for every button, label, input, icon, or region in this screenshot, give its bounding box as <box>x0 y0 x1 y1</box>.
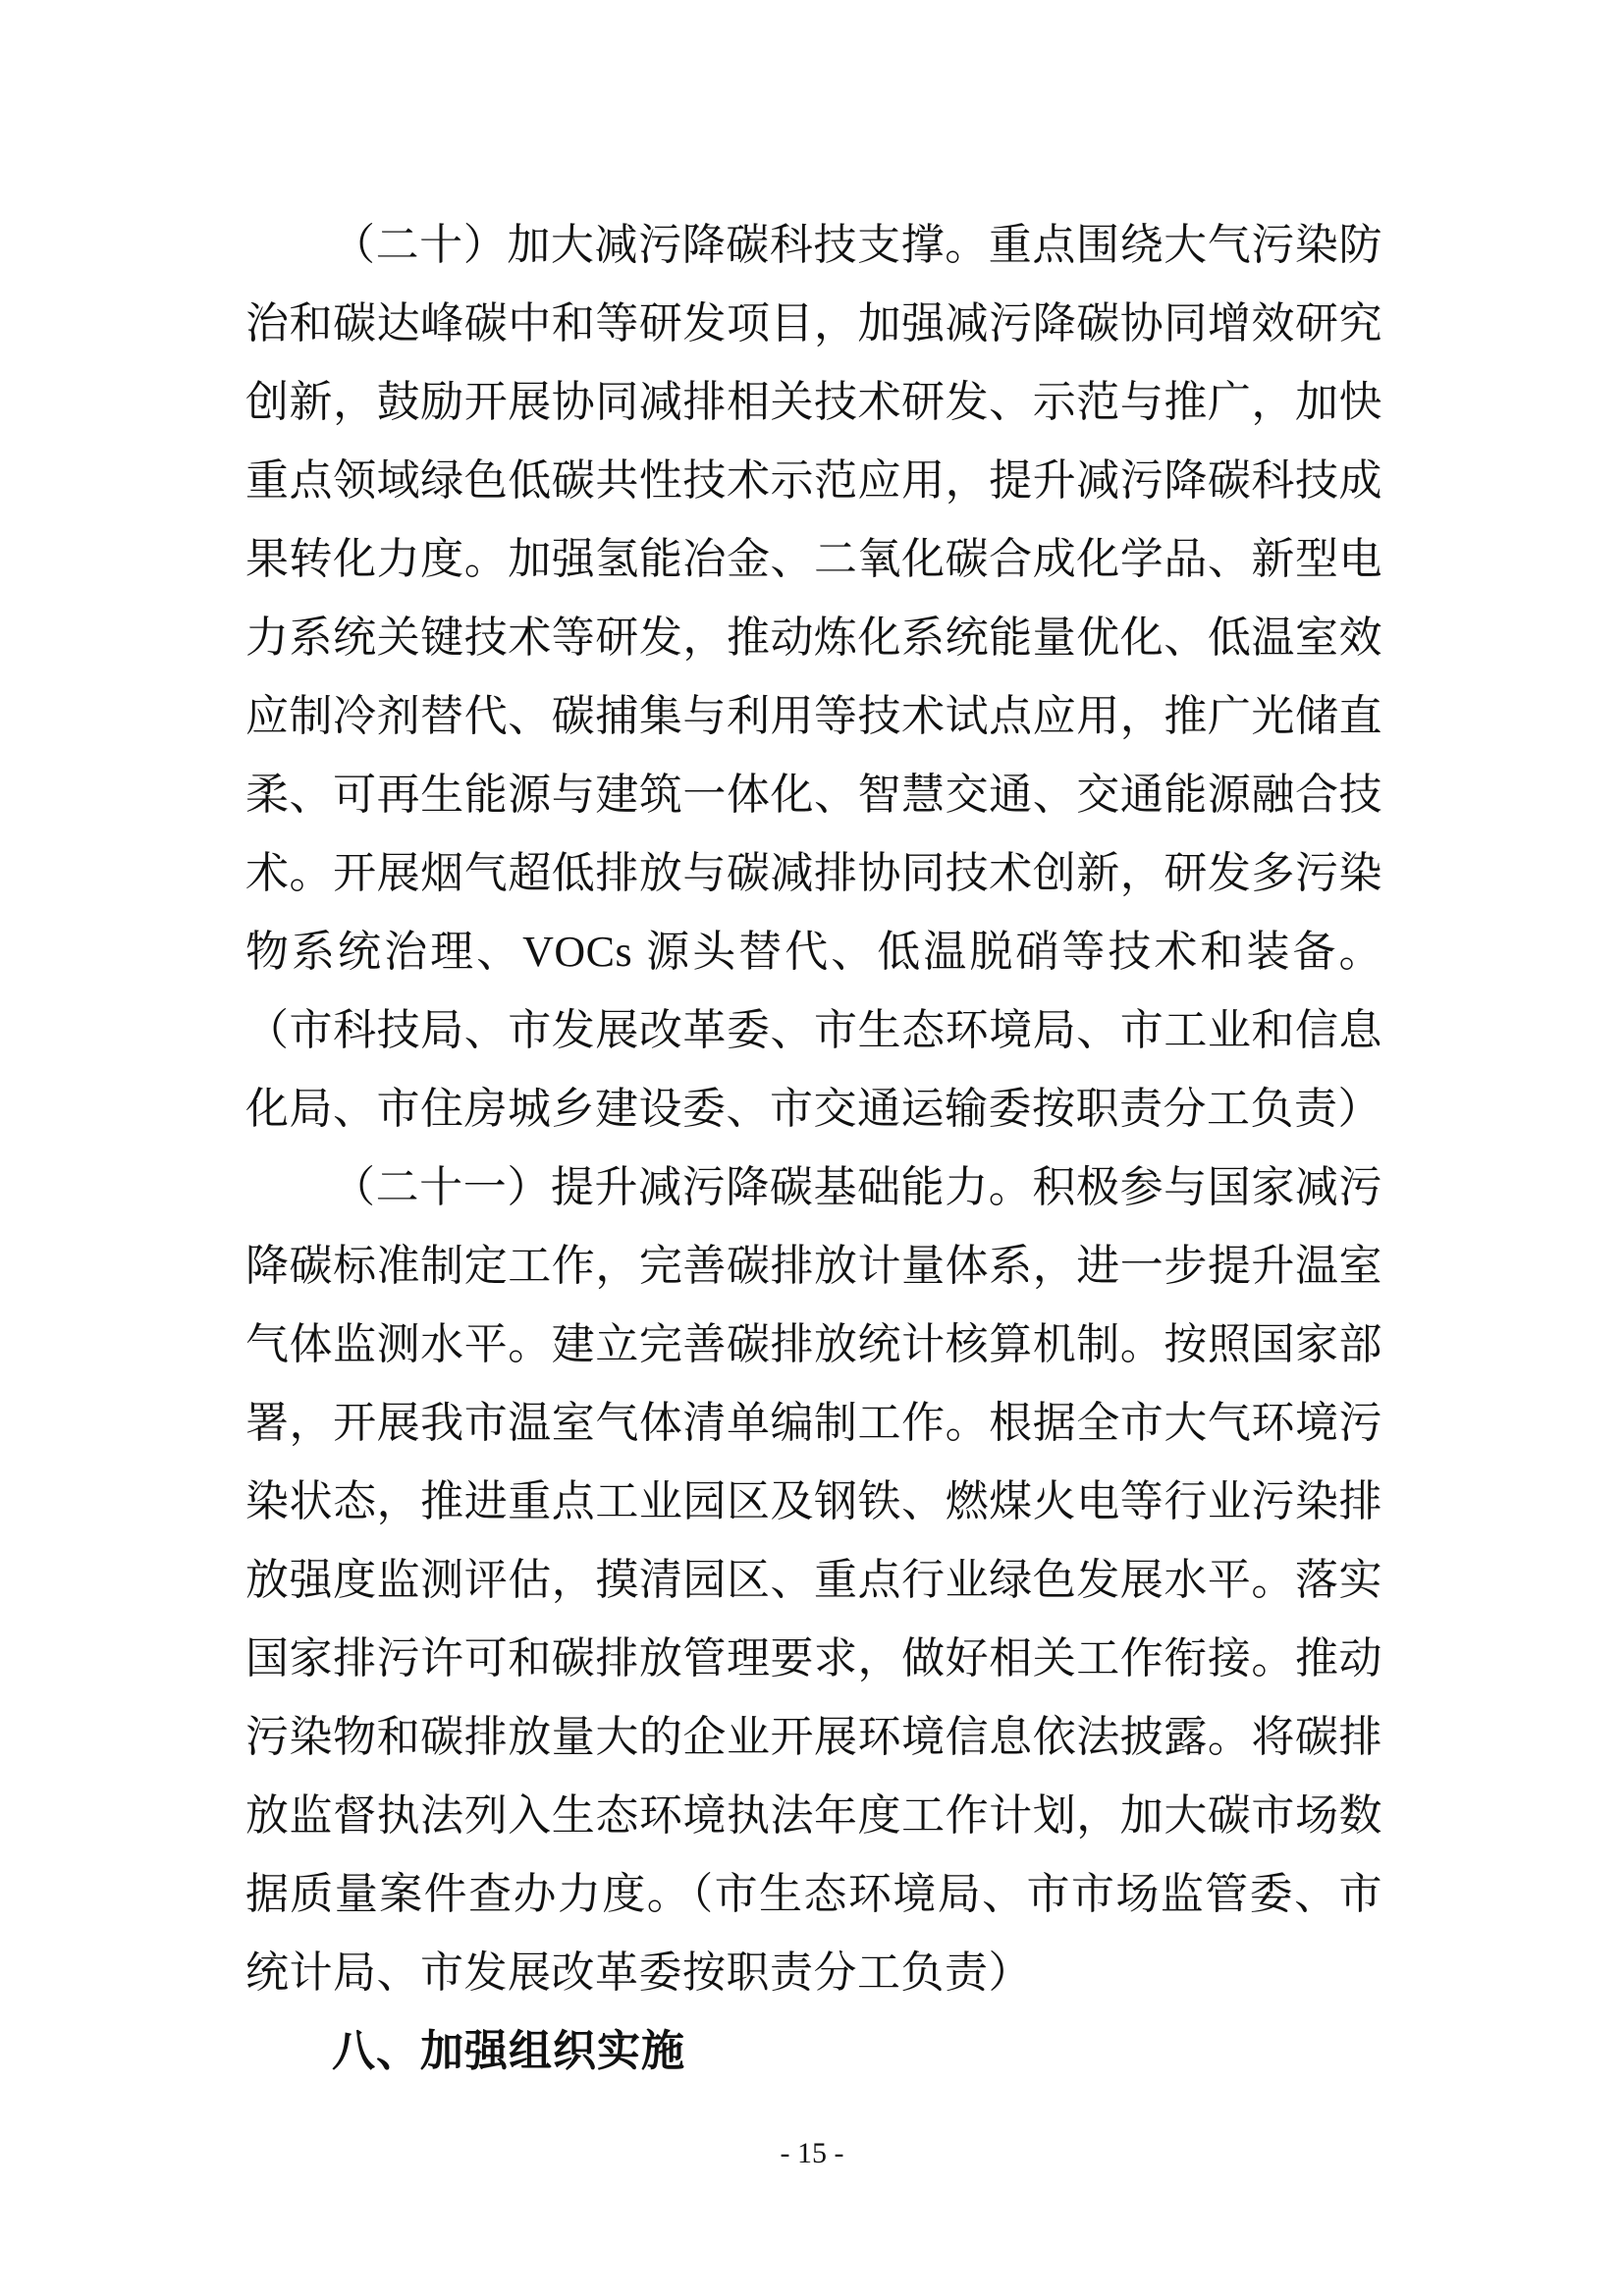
section-heading: 八、加强组织实施 <box>332 2026 685 2076</box>
paragraph-item-21: （二十一）提升减污降碳基础能力。积极参与国家减污降碳标准制定工作，完善碳排放计量体系，进一步提升温室气体监测水平。建立完善碳排放统计核算机制。按照国家部署，开展我市温室气体清单编制工作。根据全市大气环境污染状态，推进重点工业园区及钢铁、燃煤火电等行业污染排放强度监测评估，摸清园区、重点行业绿色发展水平。落实国家排污许可和碳排放管理要求，做好相关工作衔接。推动污染物和碳排放量大的企业开展环境信息依法披露。将碳排放监督执法列入生态环境执法年度工作计划，加大碳市场数据质量案件查办力度。（市生态环境局、市市场监管委、市统计局、市发展改革委按职责分工负责） <box>245 1163 1382 1997</box>
paragraph-item-20: （二十）加大减污降碳科技支撑。重点围绕大气污染防治和碳达峰碳中和等研发项目，加强减污降碳协同增效研究创新，鼓励开展协同减排相关技术研发、示范与推广，加快重点领域绿色低碳共性技术示范应用，提升减污降碳科技成果转化力度。加强氢能冶金、二氧化碳合成化学品、新型电力系统关键技术等研发，推动炼化系统能量优化、低温室效应制冷剂替代、碳捕集与利用等技术试点应用，推广光储直柔、可再生能源与建筑一体化、智慧交通、交通能源融合技术。开展烟气超低排放与碳减排协同技术创新，研发多污染物系统治理、VOCs 源头替代、低温脱硝等技术和装备。（市科技局、市发展改革委、市生态环境局、市工业和信息化局、市住房城乡建设委、市交通运输委按职责分工负责） <box>245 221 1382 1133</box>
document-body <box>245 206 1382 2091</box>
page-number: - 15 - <box>780 2137 844 2169</box>
